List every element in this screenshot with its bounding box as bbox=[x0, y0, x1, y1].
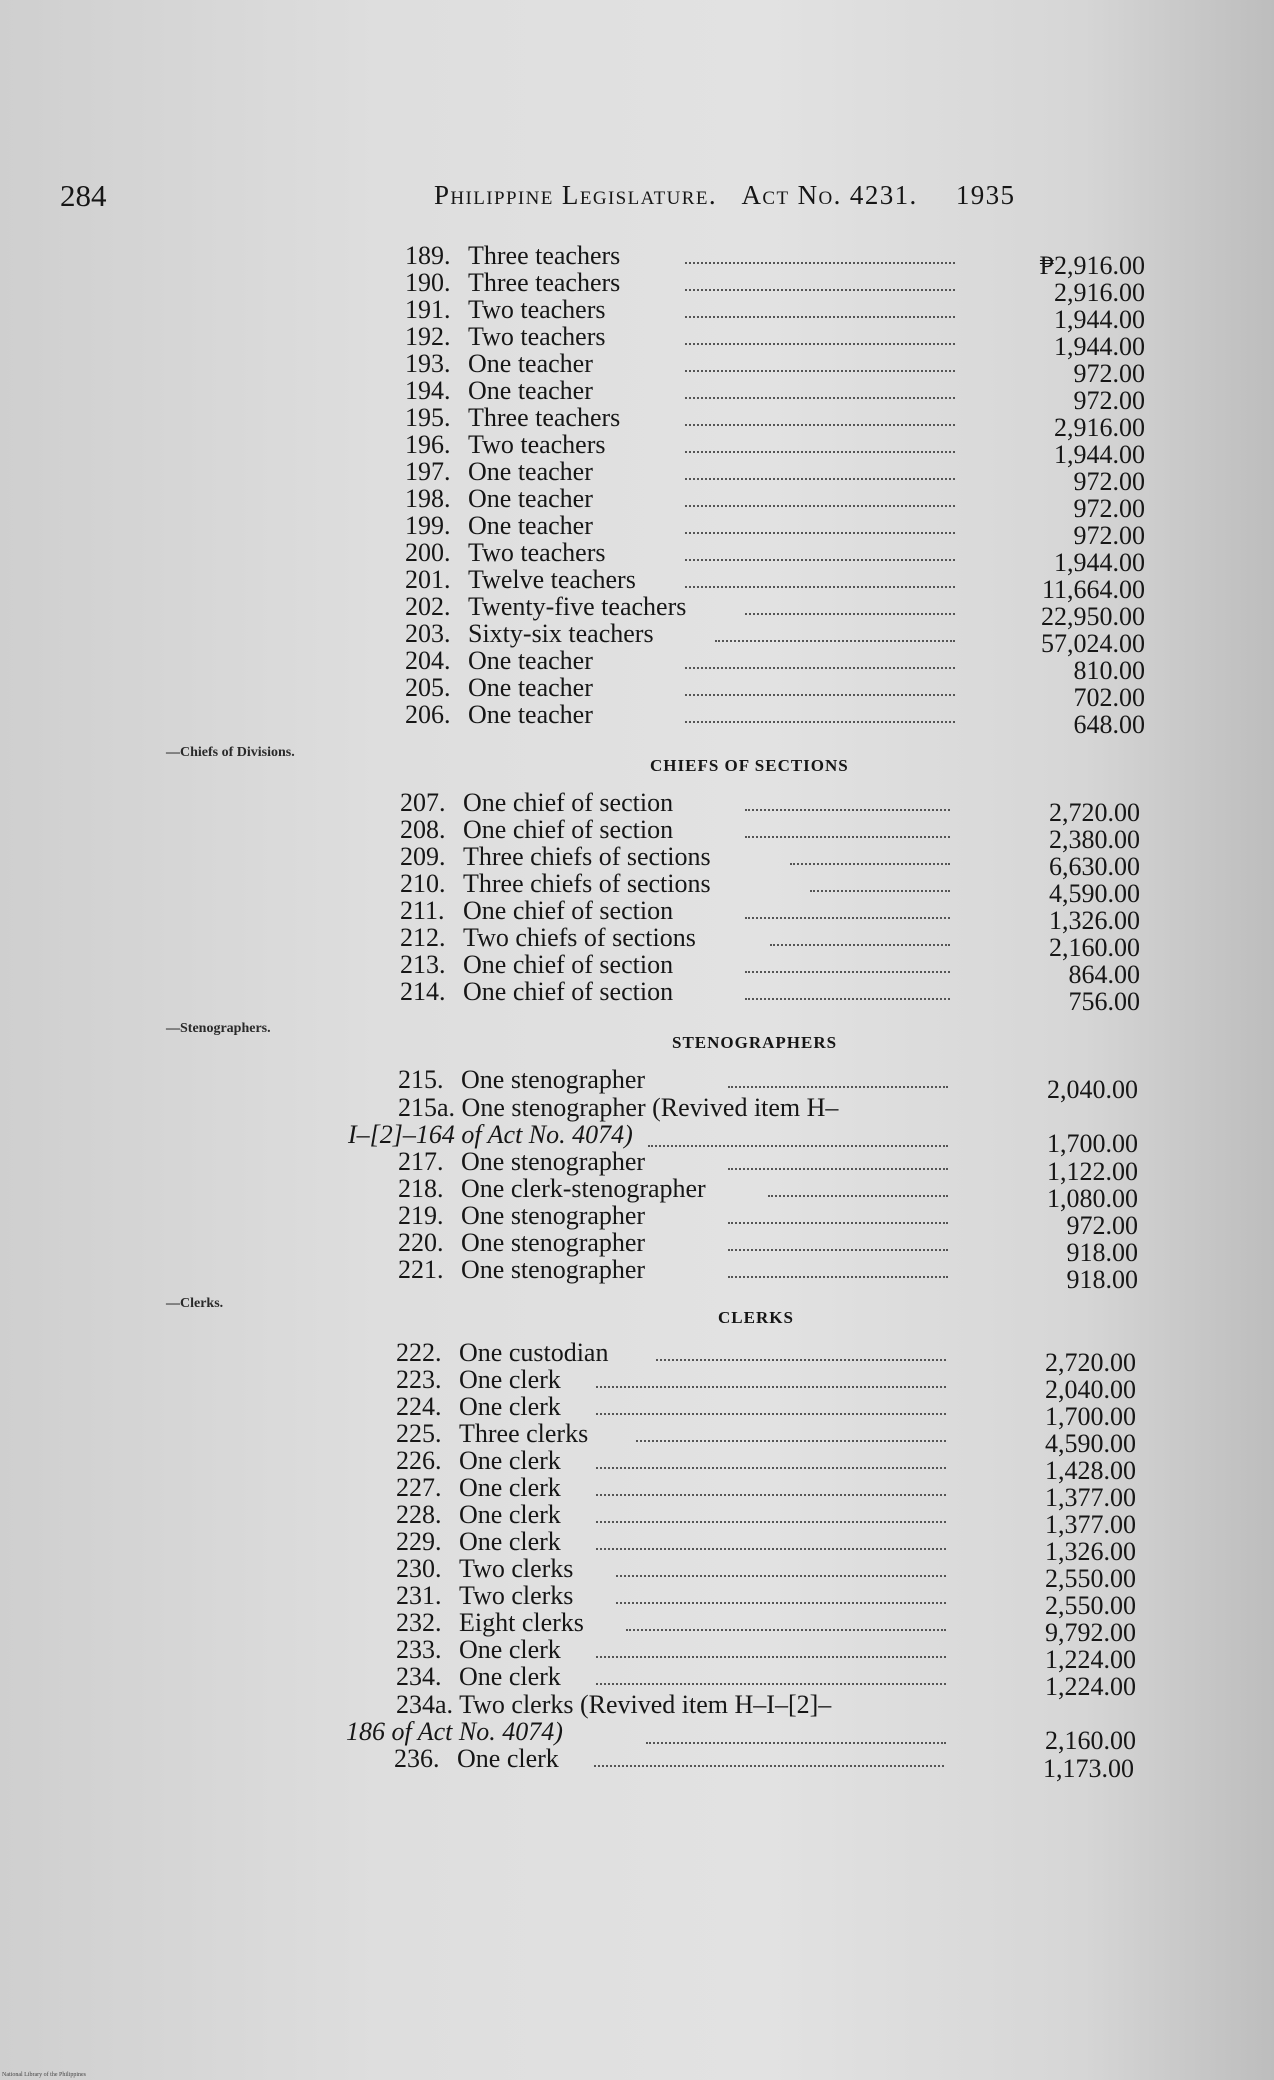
leader-dots bbox=[685, 424, 955, 426]
item-description: One teacher bbox=[468, 511, 593, 540]
item-number: 193. bbox=[405, 349, 451, 378]
item-number: 198. bbox=[405, 484, 451, 513]
item-amount: 1,377.00 bbox=[1045, 1483, 1136, 1512]
item-number: 205. bbox=[405, 673, 451, 702]
item-description: One stenographer bbox=[461, 1255, 646, 1284]
item-number: 221. bbox=[398, 1255, 444, 1284]
item-description: Three clerks bbox=[459, 1419, 589, 1448]
item-description: One clerk bbox=[459, 1527, 561, 1556]
item-number: 189. bbox=[405, 241, 451, 270]
list-item bbox=[396, 1662, 1136, 1701]
item-amount: 1,944.00 bbox=[1054, 440, 1145, 469]
item-description: One clerk bbox=[459, 1662, 561, 1691]
item-amount: 2,916.00 bbox=[1054, 413, 1145, 442]
list-item bbox=[396, 1392, 1136, 1431]
item-number: 204. bbox=[405, 646, 451, 675]
item-description: One clerk bbox=[459, 1500, 561, 1529]
item-number: 225. bbox=[396, 1419, 442, 1448]
item-amount: 1,224.00 bbox=[1045, 1672, 1136, 1701]
item-description: One clerk bbox=[459, 1365, 561, 1394]
list-item bbox=[405, 430, 1145, 469]
list-item bbox=[398, 1201, 1138, 1240]
list-item bbox=[396, 1608, 1136, 1647]
item-description: Two teachers bbox=[468, 538, 606, 567]
item-amount: 972.00 bbox=[1073, 386, 1145, 415]
section-heading-chiefs: CHIEFS OF SECTIONS bbox=[650, 756, 849, 775]
list-item bbox=[396, 1554, 1136, 1593]
leader-dots bbox=[685, 289, 955, 291]
item-amount: 1,224.00 bbox=[1045, 1645, 1136, 1674]
item-description: Eight clerks bbox=[459, 1608, 584, 1637]
leader-dots bbox=[728, 1086, 948, 1088]
item-description-line1: 234a. Two clerks (Revived item H–I–[2]– bbox=[396, 1690, 832, 1719]
item-amount: 1,377.00 bbox=[1045, 1510, 1136, 1539]
list-item bbox=[394, 1744, 1134, 1783]
leader-dots bbox=[685, 370, 955, 372]
leader-dots bbox=[685, 667, 955, 669]
item-amount: 2,160.00 bbox=[1049, 933, 1140, 962]
leader-dots bbox=[626, 1629, 946, 1631]
item-amount: 2,380.00 bbox=[1049, 825, 1140, 854]
page-number: 284 bbox=[60, 178, 107, 213]
leader-dots bbox=[596, 1521, 946, 1523]
leader-dots bbox=[685, 262, 955, 264]
leader-dots bbox=[596, 1683, 946, 1685]
leader-dots bbox=[596, 1467, 946, 1469]
list-item bbox=[396, 1500, 1136, 1539]
item-amount: 4,590.00 bbox=[1049, 879, 1140, 908]
item-amount: 648.00 bbox=[1073, 710, 1145, 739]
list-item bbox=[405, 619, 1145, 658]
section-heading-stenographers: STENOGRAPHERS bbox=[672, 1033, 838, 1052]
item-number: 229. bbox=[396, 1527, 442, 1556]
item-number: 210. bbox=[400, 869, 446, 898]
item-amount: 918.00 bbox=[1066, 1265, 1138, 1294]
item-amount: 2,720.00 bbox=[1045, 1348, 1136, 1377]
item-number: 208. bbox=[400, 815, 446, 844]
list-item bbox=[405, 673, 1145, 712]
item-number: 215. bbox=[398, 1065, 444, 1094]
item-description: One chief of section bbox=[463, 950, 674, 979]
item-description: One stenographer bbox=[461, 1065, 646, 1094]
list-item bbox=[405, 376, 1145, 415]
item-amount: 972.00 bbox=[1073, 521, 1145, 550]
leader-dots bbox=[685, 694, 955, 696]
list-item bbox=[400, 977, 1140, 1016]
item-amount: 1,122.00 bbox=[1047, 1157, 1138, 1186]
item-number: 212. bbox=[400, 923, 446, 952]
item-number: 227. bbox=[396, 1473, 442, 1502]
item-amount: 972.00 bbox=[1073, 494, 1145, 523]
leader-dots bbox=[685, 721, 955, 723]
leader-dots bbox=[596, 1386, 946, 1388]
item-amount: 2,160.00 bbox=[1045, 1726, 1136, 1755]
leader-dots bbox=[596, 1413, 946, 1415]
leader-dots bbox=[685, 478, 955, 480]
item-amount: 972.00 bbox=[1073, 467, 1145, 496]
item-number: 200. bbox=[405, 538, 451, 567]
leader-dots bbox=[596, 1494, 946, 1496]
running-head-act: Act No. 4231. bbox=[741, 180, 918, 210]
leader-dots bbox=[594, 1765, 944, 1767]
item-number: 217. bbox=[398, 1147, 444, 1176]
item-amount: 6,630.00 bbox=[1049, 852, 1140, 881]
list-item bbox=[400, 869, 1140, 908]
list-item bbox=[405, 484, 1145, 523]
item-amount: 11,664.00 bbox=[1041, 575, 1145, 604]
item-amount: 2,040.00 bbox=[1047, 1075, 1138, 1104]
item-description: One clerk bbox=[459, 1635, 561, 1664]
leader-dots bbox=[685, 586, 955, 588]
leader-dots bbox=[685, 451, 955, 453]
item-amount: 810.00 bbox=[1073, 656, 1145, 685]
item-number: 211. bbox=[400, 896, 445, 925]
list-item bbox=[398, 1065, 1138, 1104]
item-number: 236. bbox=[394, 1744, 440, 1773]
item-number: 201. bbox=[405, 565, 451, 594]
item-number: 233. bbox=[396, 1635, 442, 1664]
item-amount: 756.00 bbox=[1068, 987, 1140, 1016]
item-description: Three teachers bbox=[468, 268, 621, 297]
item-description: One teacher bbox=[468, 484, 593, 513]
margin-note-stenographers: —Stenographers. bbox=[166, 1021, 271, 1036]
list-item bbox=[396, 1527, 1136, 1566]
item-amount: 918.00 bbox=[1066, 1238, 1138, 1267]
item-number: 190. bbox=[405, 268, 451, 297]
item-description-line2: 186 of Act No. 4074) bbox=[346, 1717, 563, 1746]
list-item bbox=[398, 1255, 1138, 1294]
list-item bbox=[405, 295, 1145, 334]
item-description: One clerk bbox=[459, 1446, 561, 1475]
list-item bbox=[400, 896, 1140, 935]
item-description: One teacher bbox=[468, 646, 593, 675]
section-heading-clerks: CLERKS bbox=[718, 1308, 794, 1327]
list-item-revived bbox=[348, 1093, 1138, 1158]
item-description: One custodian bbox=[459, 1338, 609, 1367]
list-item bbox=[398, 1147, 1138, 1186]
item-amount: 1,173.00 bbox=[1043, 1754, 1134, 1783]
leader-dots bbox=[728, 1168, 948, 1170]
list-item bbox=[396, 1635, 1136, 1674]
item-number: 199. bbox=[405, 511, 451, 540]
item-description: Two teachers bbox=[468, 295, 606, 324]
list-item bbox=[405, 349, 1145, 388]
leader-dots bbox=[745, 998, 950, 1000]
leader-dots bbox=[745, 809, 950, 811]
running-head-title: Philippine Legislature. bbox=[434, 180, 718, 210]
list-item bbox=[398, 1228, 1138, 1267]
running-head-year: 1935 bbox=[955, 180, 1016, 210]
item-number: 207. bbox=[400, 788, 446, 817]
margin-note-clerks: —Clerks. bbox=[166, 1296, 224, 1311]
item-description: One clerk bbox=[459, 1392, 561, 1421]
item-description: One chief of section bbox=[463, 815, 674, 844]
leader-dots bbox=[745, 917, 950, 919]
item-number: 219. bbox=[398, 1201, 444, 1230]
list-item bbox=[396, 1419, 1136, 1458]
leader-dots bbox=[596, 1656, 946, 1658]
item-number: 223. bbox=[396, 1365, 442, 1394]
leader-dots bbox=[685, 505, 955, 507]
leader-dots bbox=[728, 1222, 948, 1224]
item-number: 196. bbox=[405, 430, 451, 459]
item-description: One chief of section bbox=[463, 788, 674, 817]
list-item bbox=[398, 1174, 1138, 1213]
item-amount: 1,326.00 bbox=[1045, 1537, 1136, 1566]
item-number: 230. bbox=[396, 1554, 442, 1583]
item-description: Two clerks bbox=[459, 1581, 574, 1610]
item-description: One chief of section bbox=[463, 896, 674, 925]
item-amount: 1,700.00 bbox=[1047, 1129, 1138, 1158]
leader-dots bbox=[656, 1359, 946, 1361]
list-item bbox=[396, 1338, 1136, 1377]
item-number: 234. bbox=[396, 1662, 442, 1691]
item-description: Two chiefs of sections bbox=[463, 923, 696, 952]
item-description: One chief of section bbox=[463, 977, 674, 1006]
item-description: Two clerks bbox=[459, 1554, 574, 1583]
item-amount: 4,590.00 bbox=[1045, 1429, 1136, 1458]
item-amount: 1,944.00 bbox=[1054, 548, 1145, 577]
item-number: 222. bbox=[396, 1338, 442, 1367]
item-number: 232. bbox=[396, 1608, 442, 1637]
leader-dots bbox=[728, 1276, 948, 1278]
item-amount: 57,024.00 bbox=[1041, 629, 1145, 658]
item-amount: 22,950.00 bbox=[1041, 602, 1145, 631]
item-description: One stenographer bbox=[461, 1147, 646, 1176]
item-number: 226. bbox=[396, 1446, 442, 1475]
margin-note-chiefs: —Chiefs of Divisions. bbox=[166, 745, 295, 760]
item-description: One stenographer bbox=[461, 1228, 646, 1257]
item-number: 191. bbox=[405, 295, 451, 324]
leader-dots bbox=[685, 532, 955, 534]
item-amount: 1,428.00 bbox=[1045, 1456, 1136, 1485]
item-amount: 9,792.00 bbox=[1045, 1618, 1136, 1647]
item-description: One clerk bbox=[459, 1473, 561, 1502]
item-number: 220. bbox=[398, 1228, 444, 1257]
item-amount: 1,080.00 bbox=[1047, 1184, 1138, 1213]
item-amount: 972.00 bbox=[1066, 1211, 1138, 1240]
item-amount: 2,040.00 bbox=[1045, 1375, 1136, 1404]
list-item bbox=[400, 842, 1140, 881]
item-number: 218. bbox=[398, 1174, 444, 1203]
leader-dots bbox=[790, 863, 950, 865]
item-amount: 2,720.00 bbox=[1049, 798, 1140, 827]
item-amount: 702.00 bbox=[1073, 683, 1145, 712]
list-item bbox=[405, 457, 1145, 496]
item-description: One stenographer bbox=[461, 1201, 646, 1230]
item-description-line2: I–[2]–164 of Act No. 4074) bbox=[348, 1120, 633, 1149]
list-item bbox=[400, 950, 1140, 989]
leader-dots bbox=[596, 1548, 946, 1550]
item-number: 203. bbox=[405, 619, 451, 648]
item-description-line1: 215a. One stenographer (Revived item H– bbox=[398, 1093, 839, 1122]
item-description: One teacher bbox=[468, 673, 593, 702]
leader-dots bbox=[728, 1249, 948, 1251]
leader-dots bbox=[715, 640, 955, 642]
item-description: One clerk bbox=[457, 1744, 559, 1773]
item-amount: ₱2,916.00 bbox=[1039, 251, 1145, 280]
leader-dots bbox=[685, 559, 955, 561]
leader-dots bbox=[685, 343, 955, 345]
item-amount: 1,944.00 bbox=[1054, 332, 1145, 361]
item-number: 202. bbox=[405, 592, 451, 621]
item-number: 224. bbox=[396, 1392, 442, 1421]
list-item bbox=[405, 403, 1145, 442]
list-item bbox=[405, 700, 1145, 739]
item-description: Two teachers bbox=[468, 430, 606, 459]
item-description: Three chiefs of sections bbox=[463, 842, 711, 871]
item-description: Sixty-six teachers bbox=[468, 619, 654, 648]
item-amount: 864.00 bbox=[1068, 960, 1140, 989]
item-amount: 2,916.00 bbox=[1054, 278, 1145, 307]
item-amount: 2,550.00 bbox=[1045, 1564, 1136, 1593]
leader-dots bbox=[685, 316, 955, 318]
item-description: Twenty-five teachers bbox=[468, 592, 687, 621]
list-item bbox=[405, 565, 1145, 604]
item-description: One clerk-stenographer bbox=[461, 1174, 706, 1203]
list-item bbox=[405, 322, 1145, 361]
item-number: 206. bbox=[405, 700, 451, 729]
item-amount: 1,326.00 bbox=[1049, 906, 1140, 935]
leader-dots bbox=[616, 1575, 946, 1577]
item-amount: 1,944.00 bbox=[1054, 305, 1145, 334]
item-description: Twelve teachers bbox=[468, 565, 636, 594]
leader-dots bbox=[636, 1440, 946, 1442]
list-item bbox=[405, 592, 1145, 631]
item-number: 192. bbox=[405, 322, 451, 351]
leader-dots bbox=[745, 836, 950, 838]
running-head bbox=[434, 180, 1015, 211]
item-description: Three chiefs of sections bbox=[463, 869, 711, 898]
item-number: 231. bbox=[396, 1581, 442, 1610]
archive-tag: National Library of the Philippines bbox=[2, 2072, 86, 2078]
leader-dots bbox=[616, 1602, 946, 1604]
list-item bbox=[400, 815, 1140, 854]
item-number: 195. bbox=[405, 403, 451, 432]
item-description: One teacher bbox=[468, 457, 593, 486]
list-item bbox=[405, 511, 1145, 550]
item-amount: 972.00 bbox=[1073, 359, 1145, 388]
leader-dots bbox=[768, 1195, 948, 1197]
list-item bbox=[396, 1473, 1136, 1512]
list-item bbox=[400, 788, 1140, 827]
item-number: 209. bbox=[400, 842, 446, 871]
list-item bbox=[396, 1365, 1136, 1404]
item-description: One teacher bbox=[468, 700, 593, 729]
list-item bbox=[405, 646, 1145, 685]
leader-dots bbox=[770, 944, 950, 946]
leader-dots bbox=[745, 971, 950, 973]
item-number: 228. bbox=[396, 1500, 442, 1529]
list-item bbox=[396, 1581, 1136, 1620]
item-description: One teacher bbox=[468, 349, 593, 378]
item-description: One teacher bbox=[468, 376, 593, 405]
item-number: 213. bbox=[400, 950, 446, 979]
item-description: Three teachers bbox=[468, 241, 621, 270]
list-item bbox=[396, 1446, 1136, 1485]
list-item-revived bbox=[346, 1690, 1136, 1755]
item-number: 194. bbox=[405, 376, 451, 405]
list-item bbox=[400, 923, 1140, 962]
item-number: 197. bbox=[405, 457, 451, 486]
item-number: 214. bbox=[400, 977, 446, 1006]
leader-dots bbox=[810, 890, 950, 892]
leader-dots bbox=[685, 397, 955, 399]
item-description: Three teachers bbox=[468, 403, 621, 432]
list-item bbox=[405, 241, 1145, 280]
item-amount: 2,550.00 bbox=[1045, 1591, 1136, 1620]
item-description: Two teachers bbox=[468, 322, 606, 351]
list-item bbox=[405, 268, 1145, 307]
list-item bbox=[405, 538, 1145, 577]
leader-dots bbox=[745, 613, 955, 615]
item-amount: 1,700.00 bbox=[1045, 1402, 1136, 1431]
